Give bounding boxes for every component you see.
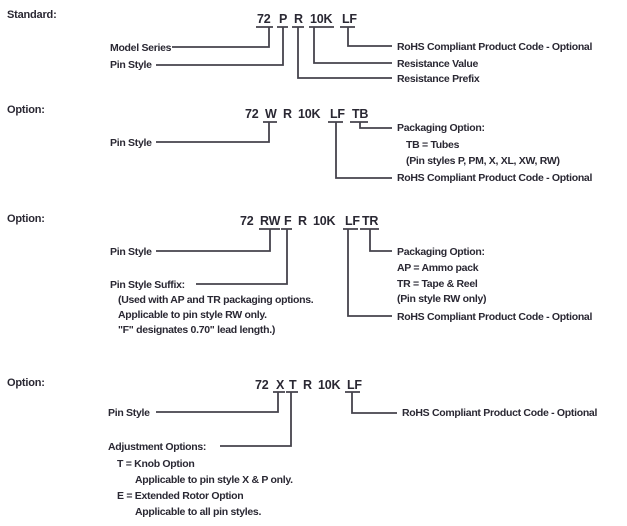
part-code-pin-style: RW [260, 214, 281, 228]
connector-pin-style-4 [156, 392, 285, 412]
part-code-model-series: 72 [255, 378, 269, 392]
connector-pin-style-1 [156, 27, 288, 65]
section-label: Option: [7, 377, 45, 389]
part-code-rohs: LF [330, 107, 345, 121]
connector-pin-style-suffix [196, 229, 292, 284]
connector-rohs-4 [345, 392, 397, 413]
connector-pin-style-3 [156, 229, 280, 251]
connector-rohs-3 [343, 229, 392, 316]
part-code-pin-style: P [279, 12, 288, 26]
label-pin-style: Pin Style [108, 407, 150, 419]
part-code-rohs: LF [342, 12, 357, 26]
label-rohs: RoHS Compliant Product Code - Optional [397, 41, 593, 53]
label-packaging-title: Packaging Option: [397, 122, 485, 134]
part-code-resistance-prefix: R [283, 107, 292, 121]
part-code-rohs: LF [347, 378, 362, 392]
part-code-resistance-value: 10K [310, 12, 333, 26]
section-label: Option: [7, 213, 45, 225]
label-model-series: Model Series [110, 42, 172, 54]
label-pin-style: Pin Style [110, 59, 152, 71]
label-adjustment-knob-note: Applicable to pin style X & P only. [135, 474, 293, 486]
section-label: Option: [7, 104, 45, 116]
label-rohs: RoHS Compliant Product Code - Optional [397, 311, 593, 323]
label-rohs: RoHS Compliant Product Code - Optional [397, 172, 593, 184]
part-code-model-series: 72 [245, 107, 259, 121]
connector-adjustment-options [220, 392, 298, 446]
label-pin-style: Pin Style [110, 137, 152, 149]
part-code-resistance-prefix: R [298, 214, 307, 228]
label-adjustment-rotor: E = Extended Rotor Option [117, 490, 244, 502]
label-packaging-tubes: TB = Tubes [406, 139, 460, 151]
part-code-pin-style: X [276, 378, 285, 392]
connector-packaging-2 [350, 122, 392, 128]
label-packaging-title: Packaging Option: [397, 246, 485, 258]
part-code-pin-style-suffix: F [284, 214, 292, 228]
label-suffix-note-3: "F" designates 0.70" lead length.) [118, 324, 276, 336]
connector-pin-style-2 [156, 122, 277, 142]
connector-model-series [172, 27, 273, 47]
label-suffix-note-2: Applicable to pin style RW only. [118, 309, 267, 321]
part-code-model-series: 72 [257, 12, 271, 26]
connector-rohs-2 [328, 122, 392, 178]
label-packaging-ammo: AP = Ammo pack [397, 262, 479, 274]
label-packaging-pin-styles: (Pin styles P, PM, X, XL, XW, RW) [406, 155, 560, 167]
label-pin-style-suffix: Pin Style Suffix: [110, 279, 185, 291]
part-code-resistance-prefix: R [294, 12, 303, 26]
label-resistance-prefix: Resistance Prefix [397, 73, 480, 85]
label-resistance-value: Resistance Value [397, 58, 478, 70]
label-packaging-pin-style-rw: (Pin style RW only) [397, 293, 487, 305]
part-code-resistance-value: 10K [318, 378, 341, 392]
part-code-packaging: TR [362, 214, 379, 228]
part-code-resistance-value: 10K [298, 107, 321, 121]
label-packaging-tape-reel: TR = Tape & Reel [397, 278, 478, 290]
part-code-model-series: 72 [240, 214, 254, 228]
part-code-pin-style: W [265, 107, 277, 121]
label-pin-style: Pin Style [110, 246, 152, 258]
part-code-packaging: TB [352, 107, 369, 121]
label-adjustment-knob: T = Knob Option [117, 458, 195, 470]
connector-resistance-prefix [292, 27, 392, 78]
label-rohs: RoHS Compliant Product Code - Optional [402, 407, 598, 419]
label-suffix-note-1: (Used with AP and TR packaging options. [118, 294, 314, 306]
connector-resistance-value [309, 27, 392, 63]
label-adjustment-rotor-note: Applicable to all pin styles. [135, 506, 262, 518]
part-code-resistance-prefix: R [303, 378, 312, 392]
section-label: Standard: [7, 9, 57, 21]
part-code-resistance-value: 10K [313, 214, 336, 228]
part-code-rohs: LF [345, 214, 360, 228]
label-adjustment-title: Adjustment Options: [108, 441, 207, 453]
part-code-adjustment: T [289, 378, 297, 392]
connector-rohs-1 [340, 27, 392, 46]
connector-packaging-3 [360, 229, 392, 251]
